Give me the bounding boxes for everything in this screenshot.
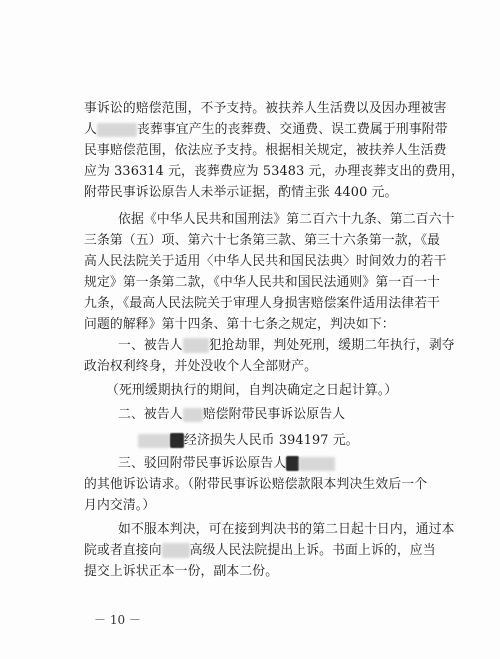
text-segment: 三、驳回附带民事诉讼原告人 bbox=[118, 456, 287, 471]
text-segment: 三条第（五）项、第六十七条第三款、第三十六条第一款，《最 bbox=[84, 233, 441, 248]
text-segment: 经济损失人民币 394197 元。 bbox=[184, 433, 359, 448]
text-segment: 犯抢劫罪，判处死刑，缓期二年执行，剥夺 bbox=[208, 338, 455, 353]
text-line bbox=[84, 542, 436, 560]
text-segment: 附带民事诉讼原告人未举示证据，酌情主张 4400 元。 bbox=[84, 185, 398, 200]
text-segment: 政治权利终身，并处没收个人全部财产。 bbox=[84, 359, 318, 374]
text-segment: 赔偿附带民事诉讼原告人 bbox=[202, 407, 346, 422]
text-segment: 月内交清。） bbox=[84, 498, 156, 513]
text-line bbox=[84, 563, 278, 581]
text-segment: （死刑缓期执行的期间，自判决确定之日起计算。） bbox=[106, 383, 398, 398]
text-line bbox=[84, 100, 447, 118]
text-line bbox=[84, 358, 317, 376]
text-segment: 的其他诉讼请求。（附带民事诉讼赔偿款限本判决生效后一个 bbox=[84, 477, 428, 492]
redaction-mark bbox=[183, 408, 203, 422]
text-line bbox=[138, 432, 359, 450]
text-line bbox=[106, 382, 397, 400]
text-segment: 人 bbox=[84, 122, 97, 137]
redaction-mark bbox=[183, 338, 209, 353]
text-line bbox=[84, 121, 448, 139]
text-line bbox=[84, 316, 395, 334]
text-segment: 规定》第一条第二款，《中华人民共和国民法通则》第一百一十 bbox=[84, 275, 441, 290]
text-segment: 如不服本判决，可在接到判决书的第二日起十日内，通过本 bbox=[118, 522, 455, 537]
text-line bbox=[84, 184, 398, 202]
text-segment: 高人民法院关于适用〈中华人民共和国民法典〉时间效力的若干 bbox=[84, 254, 447, 269]
text-segment: 应为 336314 元，丧葬费应为 53483 元，办理丧葬支出的费用， bbox=[84, 164, 464, 179]
text-segment: 依据《中华人民共和国刑法》第二百六十九条、第二百六十 bbox=[118, 212, 455, 227]
text-line bbox=[84, 476, 427, 494]
text-segment: 高级人民法院提出上诉。书面上诉的，应当 bbox=[189, 543, 436, 558]
text-line bbox=[84, 142, 447, 160]
redaction-mark bbox=[138, 434, 170, 448]
text-segment: 民事赔偿范围，依法应予支持。根据相关规定，被扶养人生活费 bbox=[84, 143, 447, 158]
text-line bbox=[84, 232, 440, 250]
text-segment: 问题的解释》第十四条、第十七条之规定，判决如下： bbox=[84, 317, 395, 332]
text-segment: 提交上诉状正本一份，副本二份。 bbox=[84, 564, 279, 579]
text-line bbox=[118, 406, 345, 424]
text-line bbox=[84, 274, 440, 292]
text-segment: 事诉讼的赔偿范围，不予支持。被扶养人生活费以及因办理被害 bbox=[84, 101, 447, 116]
text-segment: 一、被告人 bbox=[118, 338, 183, 353]
redaction-mark bbox=[299, 457, 335, 471]
text-segment: 二、被告人 bbox=[118, 407, 183, 422]
redaction-mark bbox=[162, 543, 190, 558]
redaction-mark bbox=[286, 456, 299, 471]
page-number: － 10 － bbox=[94, 613, 141, 627]
text-line bbox=[84, 163, 464, 181]
text-line bbox=[118, 521, 455, 539]
text-line bbox=[118, 337, 455, 355]
redaction-mark bbox=[97, 123, 137, 137]
text-line bbox=[84, 497, 155, 515]
text-line bbox=[118, 211, 455, 229]
text-segment: 院或者直接向 bbox=[84, 543, 162, 558]
text-line bbox=[84, 295, 440, 313]
text-line bbox=[118, 455, 335, 473]
text-segment: 丧葬事宜产生的丧葬费、交通费、误工费属于刑事附带 bbox=[136, 122, 448, 137]
text-segment: 九条，《最高人民法院关于审理人身损害赔偿案件适用法律若干 bbox=[84, 296, 441, 311]
redaction-mark bbox=[170, 433, 184, 448]
text-line bbox=[84, 253, 447, 271]
